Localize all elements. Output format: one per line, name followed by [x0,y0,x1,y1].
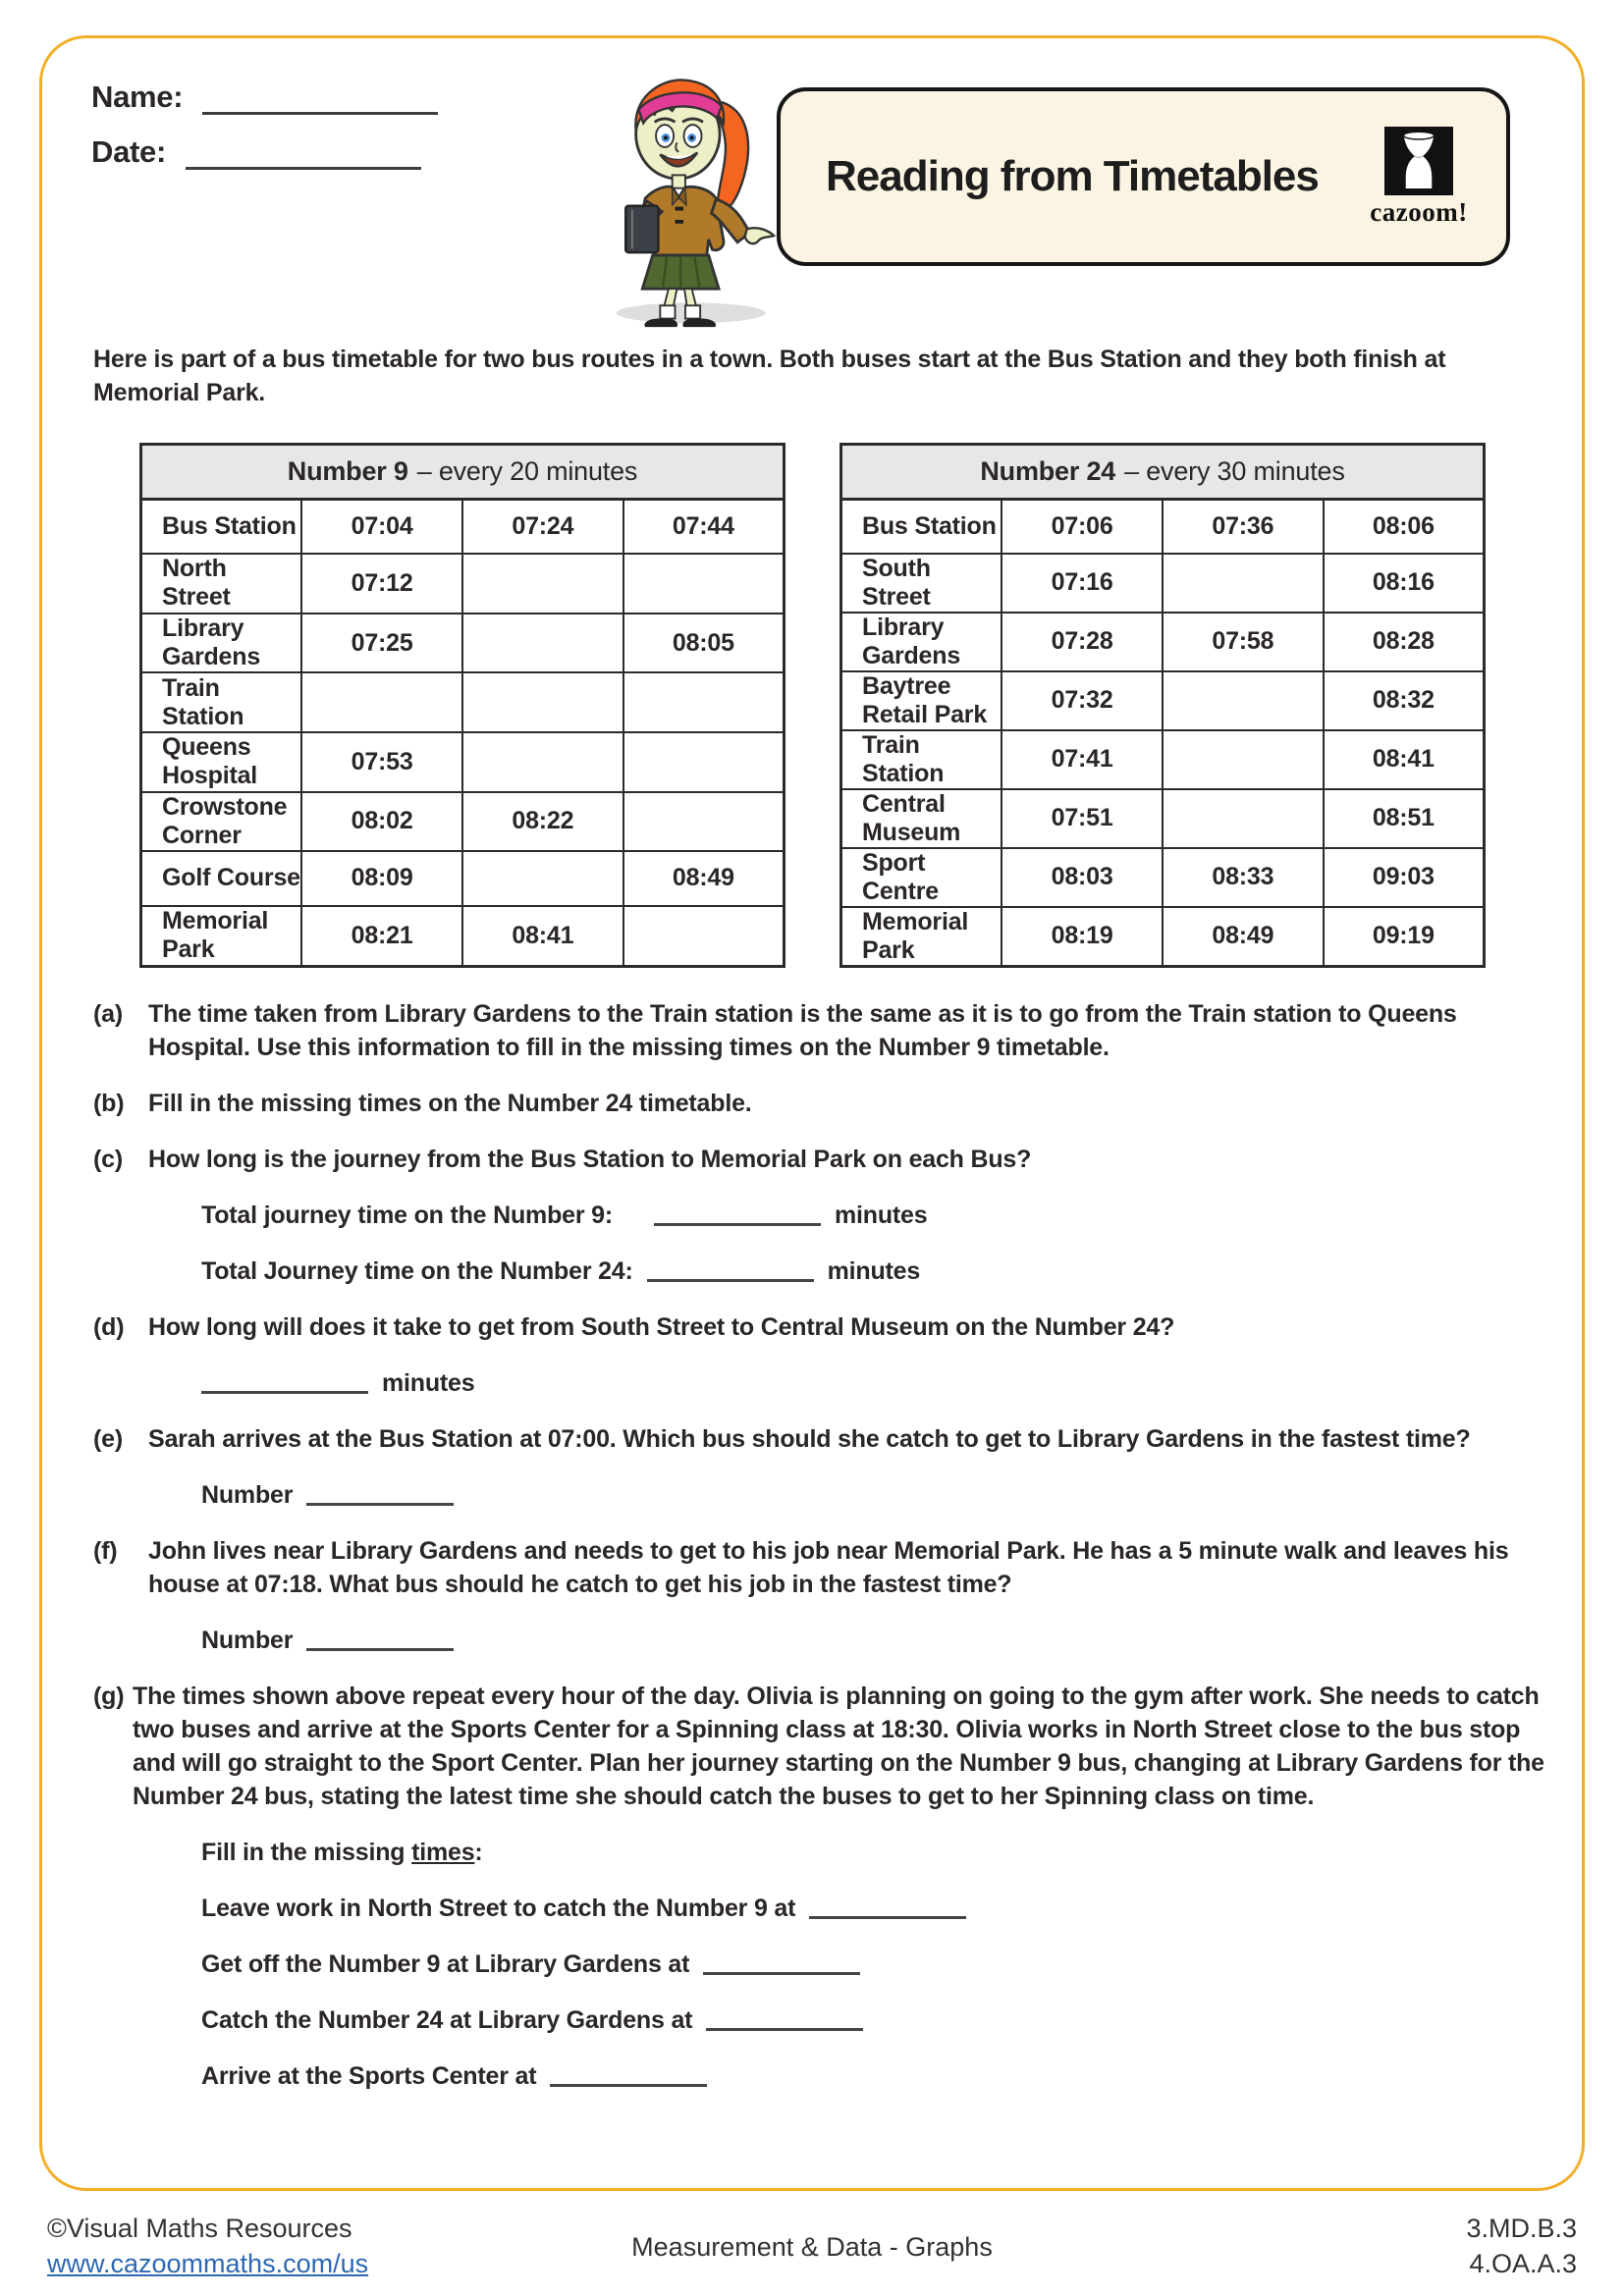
stop-name-cell: Sport Centre [841,848,1002,907]
timetable-number-24 [839,443,1486,968]
time-cell: 08:22 [462,792,623,852]
standard-code: 4.OA.A.3 [1469,2249,1577,2278]
answer-row-suffix: minutes [834,1201,928,1229]
questions-section [93,997,1544,2115]
stop-name-cell: Train Station [141,672,302,732]
question-e [93,1422,1544,1456]
fill-row-label: Catch the Number 24 at Library Gardens at [201,2006,693,2034]
time-cell: 07:12 [301,554,462,614]
timetable-row [141,732,785,792]
empty-time-cell [623,906,785,966]
time-cell: 07:25 [301,614,462,673]
question-g-fill-heading: Fill in the missing times: [201,1839,483,1866]
time-cell: 08:32 [1324,671,1485,730]
answer-row-suffix: minutes [827,1257,921,1285]
schoolgirl-illustration [580,54,788,329]
time-cell: 08:49 [1163,907,1324,967]
page-title: Reading from Timetables [826,152,1319,200]
answer-row-label: Total Journey time on the Number 24: [201,1257,633,1285]
website-link[interactable]: www.cazoommaths.com/us [47,2249,369,2278]
title-box [777,87,1510,266]
stop-name-cell: South Street [841,554,1002,613]
time-cell: 07:36 [1163,500,1324,554]
logo-text: cazoom! [1370,196,1468,227]
time-cell: 08:03 [1001,848,1163,907]
answer-blank [201,1372,368,1394]
question-g-label: (g) [93,1682,125,1710]
question-d [93,1310,1544,1344]
empty-time-cell [623,732,785,792]
time-cell: 08:41 [462,906,623,966]
answer-blank [703,1953,860,1975]
answer-blank [706,2009,863,2031]
time-cell: 07:53 [301,732,462,792]
question-c-answer-row [201,1255,1544,1288]
fill-row-label: Arrive at the Sports Center at [201,2062,537,2090]
time-cell: 08:28 [1324,613,1485,671]
cazoom-logo [1359,127,1479,228]
question-g-fill-row [201,1948,1544,1981]
date-label: Date: [91,134,167,169]
answer-row-label: Number [201,1481,294,1509]
time-cell: 07:16 [1001,554,1163,613]
time-cell: 08:21 [301,906,462,966]
timetable-row [141,792,785,852]
time-cell: 08:05 [623,614,785,673]
question-g-fill-row [201,1892,1544,1925]
stop-name-cell: Memorial Park [141,906,302,966]
empty-time-cell [462,672,623,732]
time-cell: 09:19 [1324,907,1485,967]
timetable-row [141,500,785,555]
stop-name-cell: Library Gardens [141,614,302,673]
fill-row-label: Leave work in North Street to catch the Number 9 at [201,1895,796,1922]
question-d-answer-row [201,1366,1544,1400]
question-a [93,997,1544,1064]
answer-blank [809,1897,966,1919]
timetable-9-title: Number 9 – every 20 minutes [141,445,785,500]
timetables-row [139,443,1486,968]
answer-blank [550,2065,707,2087]
question-f-label: (f) [93,1537,118,1565]
timetable-row [141,851,785,906]
time-cell: 08:49 [623,851,785,906]
timetable-row [841,848,1485,907]
question-e-text: Sarah arrives at the Bus Station at 07:00. Which bus should she catch to get to Library Gardens in the fastest time? [148,1425,1471,1453]
question-d-text: How long will does it take to get from South Street to Central Museum on the Number 24? [148,1313,1175,1341]
date-row [91,134,421,170]
stop-name-cell: Crowstone Corner [141,792,302,852]
empty-time-cell [462,732,623,792]
time-cell: 08:51 [1324,789,1485,848]
stop-name-cell: Queens Hospital [141,732,302,792]
stop-name-cell: Baytree Retail Park [841,671,1002,730]
timetable-number-9 [139,443,785,968]
page-footer [39,2211,1585,2281]
answer-row-label: Total journey time on the Number 9: [201,1201,613,1229]
empty-time-cell [623,672,785,732]
time-cell: 07:28 [1001,613,1163,671]
time-cell: 07:51 [1001,789,1163,848]
timetable-row [841,671,1485,730]
answer-blank [647,1260,814,1282]
stop-name-cell: Library Gardens [841,613,1002,671]
timetable-row [841,730,1485,789]
time-cell: 08:41 [1324,730,1485,789]
time-cell: 07:06 [1001,500,1163,554]
empty-time-cell [1163,554,1324,613]
stop-name-cell: Golf Course [141,851,302,906]
time-cell: 09:03 [1324,848,1485,907]
answer-blank [654,1204,821,1226]
empty-time-cell [462,614,623,673]
question-b-text: Fill in the missing times on the Number 24 timetable. [148,1090,752,1117]
stop-name-cell: Bus Station [841,500,1002,554]
question-c-label: (c) [93,1146,123,1173]
date-write-line [186,140,421,170]
timetable-row [841,907,1485,967]
question-g [93,1680,1544,1813]
empty-time-cell [462,554,623,614]
djembe-drum-icon [1384,127,1453,195]
question-g-fill-row [201,2003,1544,2037]
empty-time-cell [623,554,785,614]
stop-name-cell: Bus Station [141,500,302,555]
question-c-answer-row [201,1199,1544,1232]
answer-row-label: Number [201,1627,294,1654]
question-f [93,1534,1544,1601]
empty-time-cell [462,851,623,906]
time-cell: 08:33 [1163,848,1324,907]
question-b-label: (b) [93,1090,125,1117]
question-c-text: How long is the journey from the Bus Station to Memorial Park on each Bus? [148,1146,1032,1173]
worksheet-frame [39,35,1585,2191]
question-c [93,1143,1544,1176]
stop-name-cell: Train Station [841,730,1002,789]
timetable-row [841,789,1485,848]
question-e-answer-row [201,1478,1544,1512]
standard-code: 3.MD.B.3 [1466,2214,1577,2243]
book-icon [625,206,658,252]
timetable-row [841,613,1485,671]
time-cell: 08:06 [1324,500,1485,554]
stop-name-cell: North Street [141,554,302,614]
answer-blank [306,1629,454,1651]
question-b [93,1087,1544,1120]
empty-time-cell [301,672,462,732]
stop-name-cell: Memorial Park [841,907,1002,967]
copyright-text: ©Visual Maths Resources [47,2214,352,2243]
time-cell: 08:02 [301,792,462,852]
question-f-text: John lives near Library Gardens and needs to get to his job near Memorial Park. He has a 5 minute walk and leaves his house at 07:18. What bus should he catch to get his job in the fastest time? [148,1537,1509,1598]
empty-time-cell [1163,671,1324,730]
question-d-label: (d) [93,1313,125,1341]
timetable-24-title: Number 24 – every 30 minutes [841,445,1485,500]
timetable-row [841,500,1485,554]
time-cell: 07:04 [301,500,462,555]
timetable-row [141,672,785,732]
answer-row-suffix: minutes [382,1369,475,1397]
empty-time-cell [1163,789,1324,848]
time-cell: 08:19 [1001,907,1163,967]
empty-time-cell [623,792,785,852]
fill-row-label: Get off the Number 9 at Library Gardens at [201,1950,690,1978]
footer-topic: Measurement & Data - Graphs [631,2232,993,2262]
question-g-text: The times shown above repeat every hour of the day. Olivia is planning on going to the gym after work. She needs to catch two buses and arrive at the Sports Center for a Spinning class at 18:30. Olivia works in North Street close to the bus stop and will go straight to the Sport Center. Plan her journey starting on the Number 9 bus, changing at Library Gardens for the Number 24 bus, stating the latest time she should catch the buses to get to her Spinning class on time. [133,1682,1544,1810]
timetable-row [841,554,1485,613]
time-cell: 08:16 [1324,554,1485,613]
question-a-label: (a) [93,1000,123,1028]
time-cell: 08:09 [301,851,462,906]
timetable-row [141,554,785,614]
time-cell: 07:44 [623,500,785,555]
stop-name-cell: Central Museum [841,789,1002,848]
time-cell: 07:41 [1001,730,1163,789]
time-cell: 07:24 [462,500,623,555]
name-row [91,80,438,115]
time-cell: 07:32 [1001,671,1163,730]
question-a-text: The time taken from Library Gardens to the Train station is the same as it is to go from the Train station to Queens Hospital. Use this information to fill in the missing times on the Number 9 timetable. [148,1000,1457,1061]
question-e-label: (e) [93,1425,123,1453]
name-label: Name: [91,80,184,114]
name-write-line [202,85,438,115]
question-f-answer-row [201,1624,1544,1657]
answer-blank [306,1484,454,1506]
question-g-fill-row [201,2059,1544,2093]
timetable-row [141,614,785,673]
intro-text: Here is part of a bus timetable for two bus routes in a town. Both buses start at the Bus Station and they both finish at Memorial Park. [93,346,1446,406]
empty-time-cell [1163,730,1324,789]
time-cell: 07:58 [1163,613,1324,671]
timetable-row [141,906,785,966]
